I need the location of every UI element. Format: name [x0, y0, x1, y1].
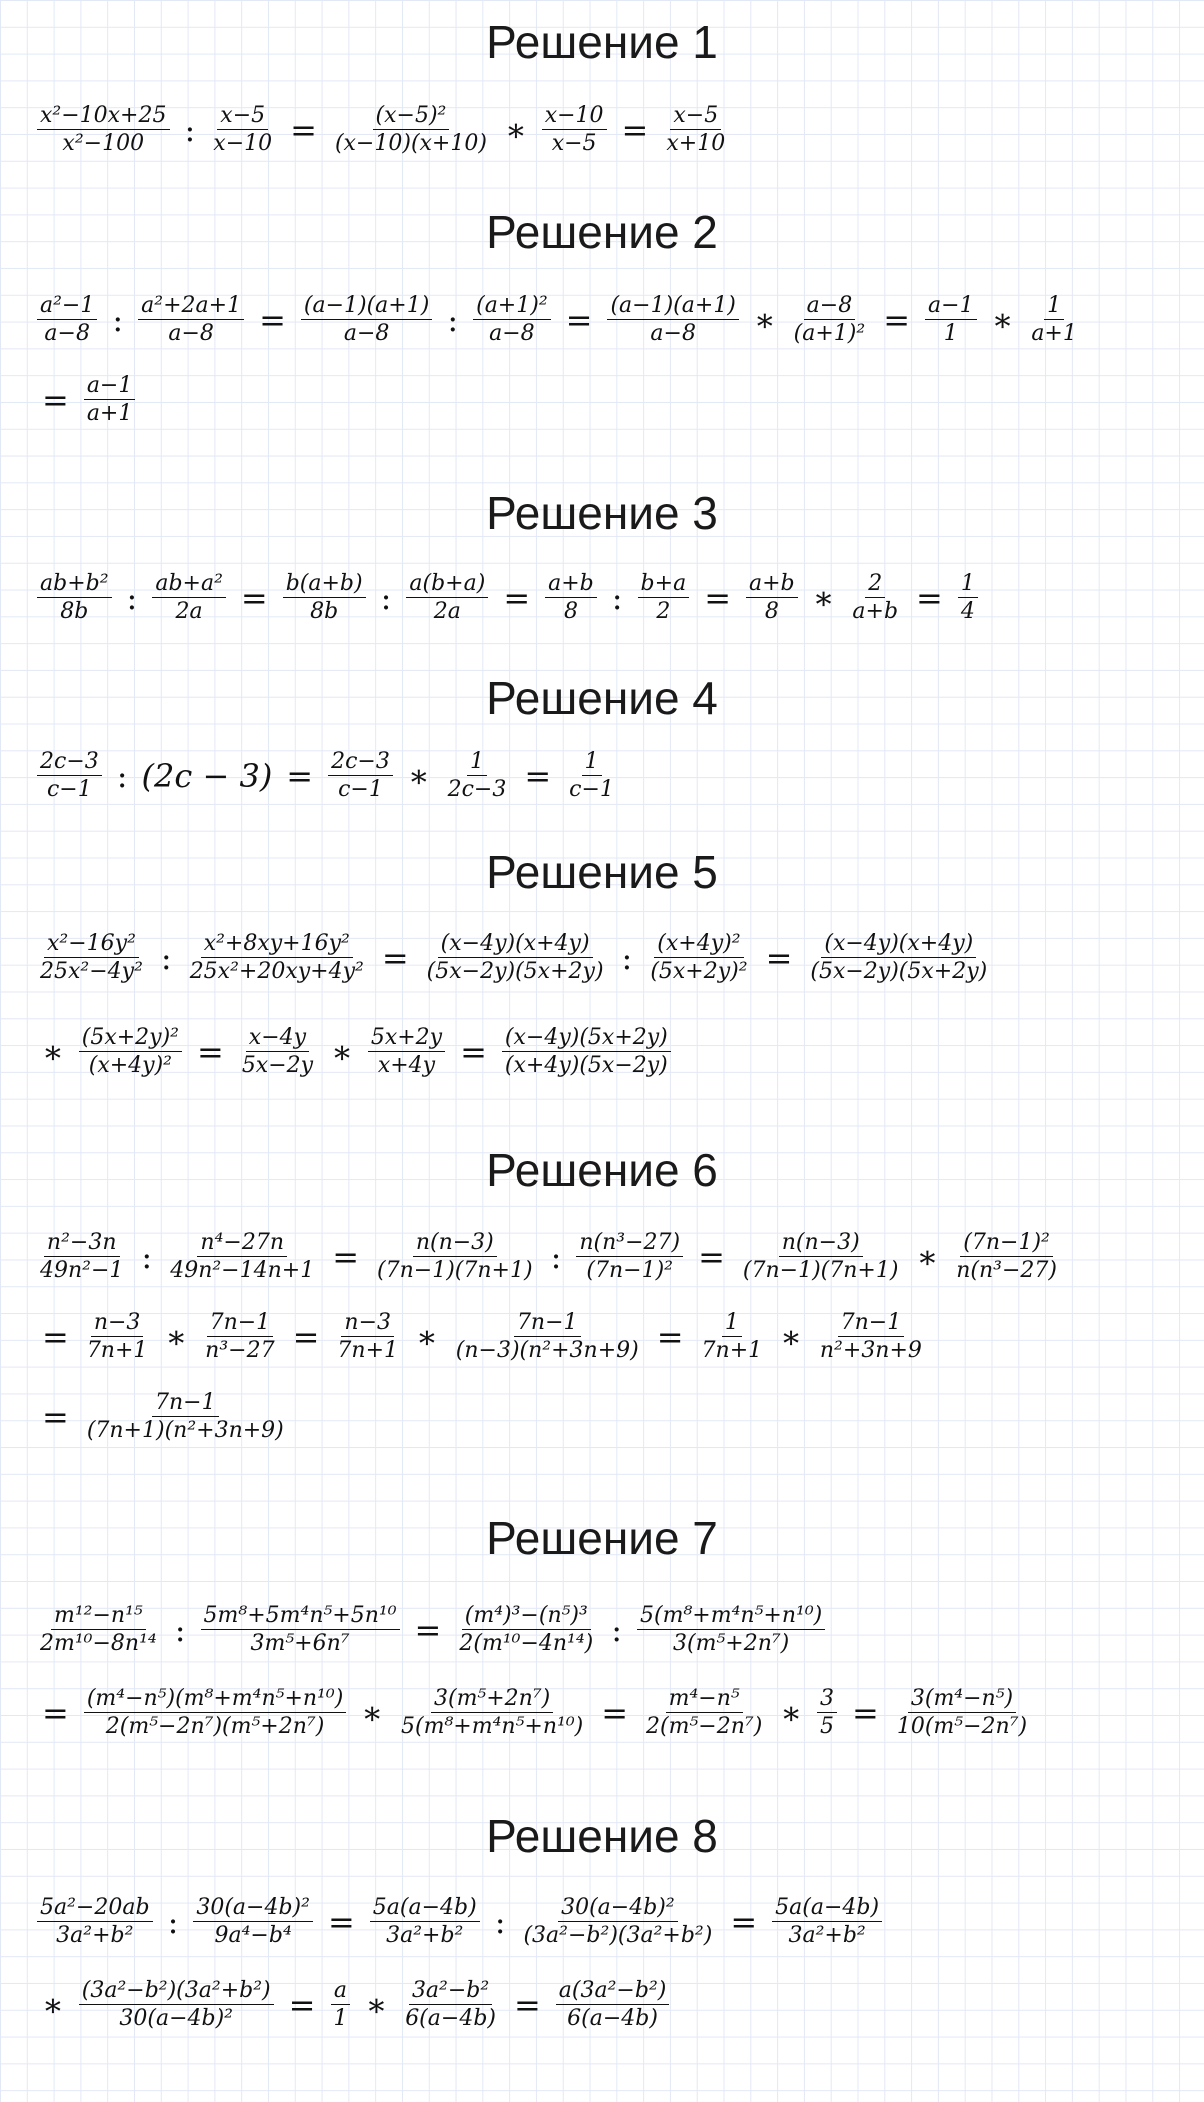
numerator: 2c−3 — [328, 748, 393, 776]
operator: = — [259, 300, 286, 339]
fraction — [576, 1229, 683, 1284]
numerator: a−8 — [804, 292, 856, 320]
fraction — [79, 1977, 274, 2032]
operator: = — [503, 578, 531, 617]
fraction — [607, 292, 738, 347]
denominator: 3m⁵+6n⁷ — [250, 1631, 350, 1656]
operator: : — [550, 1237, 562, 1276]
numerator: b(a+b) — [283, 570, 366, 598]
fraction — [138, 292, 244, 347]
equation-line — [32, 372, 140, 427]
numerator: (3a²−b²)(3a²+b²) — [79, 1977, 274, 2005]
fraction — [791, 292, 869, 347]
operator: = — [42, 380, 69, 419]
denominator: 7n+1 — [701, 1338, 763, 1363]
denominator: 8b — [310, 599, 339, 624]
operator: = — [852, 1693, 879, 1732]
fraction — [406, 570, 488, 625]
operator: ∗ — [416, 1317, 438, 1356]
numerator: m¹²−n¹⁵ — [51, 1602, 146, 1630]
denominator: 2(m¹⁰−4n¹⁴) — [459, 1631, 594, 1656]
fraction — [37, 930, 146, 985]
denominator: 3a²+b² — [56, 1923, 134, 1948]
denominator: 2a — [433, 599, 461, 624]
denominator: c−1 — [46, 777, 92, 802]
denominator: 2(m⁵−2n⁷) — [646, 1714, 763, 1739]
denominator: 25x²+20xy+4y² — [189, 959, 364, 984]
operator: ∗ — [331, 1032, 353, 1071]
fraction — [699, 1309, 766, 1364]
solution-heading: Решение 7 — [486, 1512, 718, 1564]
operator: = — [240, 578, 268, 617]
equation-line — [32, 1309, 930, 1364]
denominator: (x+4y)² — [88, 1053, 172, 1078]
numerator: 2c−3 — [37, 748, 102, 776]
fraction — [37, 292, 97, 347]
denominator: 2 — [656, 599, 671, 624]
fraction — [647, 930, 750, 985]
numerator: x−4y — [246, 1024, 309, 1052]
fraction — [456, 1602, 596, 1657]
fraction — [542, 102, 607, 157]
fraction — [925, 292, 977, 347]
operator: = — [565, 300, 593, 339]
operator: ∗ — [407, 756, 430, 795]
numerator: (x−4y)(5x+2y) — [502, 1024, 671, 1052]
denominator: a+1 — [1031, 321, 1077, 346]
numerator: a−1 — [84, 372, 136, 400]
operator: = — [621, 110, 649, 149]
operator: : — [611, 578, 623, 617]
operator: = — [327, 1902, 355, 1941]
fraction — [740, 1229, 902, 1284]
numerator: a−1 — [925, 292, 977, 320]
fraction — [643, 1685, 765, 1740]
solution-heading: Решение 5 — [486, 846, 718, 898]
operator: = — [513, 1985, 541, 2024]
numerator: (a−1)(a+1) — [607, 292, 738, 320]
denominator: (n−3)(n²+3n+9) — [455, 1338, 639, 1363]
equation-line — [32, 1685, 1035, 1740]
fraction — [424, 930, 607, 985]
denominator: a+b — [852, 599, 899, 624]
operator: = — [916, 578, 943, 617]
fraction — [807, 930, 990, 985]
numerator: a²+2a+1 — [138, 292, 244, 320]
denominator: 2c−3 — [447, 777, 507, 802]
numerator: (x−4y)(x+4y) — [438, 930, 593, 958]
numerator: n−3 — [341, 1309, 394, 1337]
denominator: 2m¹⁰−8n¹⁴ — [40, 1631, 157, 1656]
operator: : — [494, 1902, 506, 1941]
fraction — [37, 1602, 160, 1657]
operator: = — [42, 1693, 69, 1732]
numerator: (x−5)² — [373, 102, 450, 130]
denominator: a−8 — [44, 321, 90, 346]
operator: : — [184, 110, 196, 149]
fraction — [152, 570, 226, 625]
equation-line — [32, 1024, 676, 1079]
operator: : — [447, 300, 459, 339]
solution-heading: Решение 1 — [486, 16, 718, 68]
expression-text: (2c − 3) — [141, 756, 273, 795]
operator: ∗ — [991, 300, 1014, 339]
solution-heading: Решение 2 — [486, 206, 718, 258]
numerator: 5a(a−4b) — [370, 1894, 480, 1922]
operator: = — [656, 1317, 684, 1356]
operator: = — [286, 756, 314, 795]
numerator: x−10 — [542, 102, 607, 130]
numerator: n⁴−27n — [197, 1229, 287, 1257]
denominator: 1 — [943, 321, 958, 346]
denominator: 6(a−4b) — [567, 2006, 658, 2031]
numerator: a(3a²−b²) — [556, 1977, 670, 2005]
denominator: 3a²+b² — [788, 1923, 866, 1948]
equation-line — [32, 1894, 887, 1949]
denominator: x+10 — [666, 131, 726, 156]
fraction — [187, 930, 367, 985]
equation-line — [32, 102, 733, 157]
numerator: (7n−1)² — [960, 1229, 1053, 1257]
denominator: 30(a−4b)² — [119, 2006, 233, 2031]
fraction — [37, 570, 112, 625]
fraction — [368, 1024, 445, 1079]
operator: ∗ — [780, 1693, 803, 1732]
denominator: x²−100 — [62, 131, 145, 156]
numerator: (5x+2y)² — [79, 1024, 182, 1052]
denominator: 1 — [333, 2006, 348, 2031]
fraction — [301, 292, 432, 347]
operator: = — [197, 1032, 224, 1071]
numerator: 1 — [467, 748, 487, 776]
numerator: a+b — [545, 570, 597, 598]
numerator: 1 — [582, 748, 602, 776]
denominator: 6(a−4b) — [405, 2006, 496, 2031]
denominator: (3a²−b²)(3a²+b²) — [523, 1923, 713, 1948]
solution-heading: Решение 6 — [486, 1144, 718, 1196]
denominator: (x+4y)(5x−2y) — [504, 1053, 668, 1078]
operator: = — [765, 938, 793, 977]
fraction — [817, 1685, 837, 1740]
operator: = — [42, 1317, 69, 1356]
numerator: 5m⁸+5m⁴n⁵+5n¹⁰ — [201, 1602, 400, 1630]
numerator: 3(m⁴−n⁵) — [908, 1685, 1016, 1713]
numerator: (a−1)(a+1) — [301, 292, 432, 320]
fraction — [453, 1309, 642, 1364]
fraction — [201, 1602, 400, 1657]
operator: = — [524, 756, 552, 795]
fraction — [445, 748, 510, 803]
fraction — [79, 1024, 182, 1079]
denominator: 8 — [764, 599, 779, 624]
fraction — [473, 292, 551, 347]
fraction — [746, 570, 798, 625]
numerator: 5a²−20ab — [37, 1894, 153, 1922]
denominator: 5x−2y — [241, 1053, 314, 1078]
numerator: 1 — [958, 570, 978, 598]
numerator: x²−10x+25 — [37, 102, 170, 130]
operator: ∗ — [365, 1985, 388, 2024]
numerator: 1 — [1044, 292, 1064, 320]
denominator: 5(m⁸+m⁴n⁵+n¹⁰) — [401, 1714, 584, 1739]
numerator: b+a — [638, 570, 690, 598]
denominator: 9a⁴−b⁴ — [214, 1923, 292, 1948]
numerator: x²−16y² — [44, 930, 139, 958]
numerator: 1 — [722, 1309, 742, 1337]
denominator: (7n+1)(n²+3n+9) — [86, 1418, 284, 1443]
numerator: a — [331, 1977, 350, 2005]
operator: : — [141, 1237, 153, 1276]
numerator: n²−3n — [44, 1229, 120, 1257]
numerator: 7n−1 — [207, 1309, 274, 1337]
denominator: (5x−2y)(5x+2y) — [426, 959, 604, 984]
operator: ∗ — [780, 1317, 802, 1356]
numerator: (m⁴−n⁵)(m⁸+m⁴n⁵+n¹⁰) — [84, 1685, 346, 1713]
solution-heading: Решение 4 — [486, 672, 718, 724]
numerator: n(n−3) — [779, 1229, 863, 1257]
equation-line — [32, 1977, 674, 2032]
denominator: x−10 — [213, 131, 273, 156]
numerator: (a+1)² — [473, 292, 551, 320]
denominator: 49n²−1 — [40, 1258, 124, 1283]
denominator: (7n−1)(7n+1) — [742, 1258, 899, 1283]
denominator: 25x²−4y² — [40, 959, 143, 984]
fraction — [638, 570, 690, 625]
fraction — [239, 1024, 316, 1079]
fraction — [556, 1977, 670, 2032]
denominator: c−1 — [338, 777, 383, 802]
operator: ∗ — [165, 1317, 188, 1356]
operator: ∗ — [812, 578, 835, 617]
fraction — [37, 1229, 126, 1284]
denominator: a−8 — [343, 321, 390, 346]
numerator: 5(m⁸+m⁴n⁵+n¹⁰) — [637, 1602, 825, 1630]
operator: ∗ — [361, 1693, 384, 1732]
operator: : — [174, 1610, 186, 1649]
operator: = — [290, 110, 317, 149]
numerator: 7n−1 — [152, 1389, 219, 1417]
denominator: a+1 — [86, 401, 133, 426]
denominator: (7n−1)² — [586, 1258, 674, 1283]
fraction — [37, 748, 102, 803]
denominator: (a+1)² — [793, 321, 866, 346]
numerator: 3 — [817, 1685, 837, 1713]
numerator: 3a²−b² — [409, 1977, 492, 2005]
fraction — [202, 1309, 277, 1364]
denominator: 10(m⁵−2n⁷) — [896, 1714, 1028, 1739]
equation-line — [32, 1229, 1065, 1284]
numerator: (x−4y)(x+4y) — [821, 930, 976, 958]
numerator: 2 — [865, 570, 885, 598]
fraction — [772, 1894, 882, 1949]
fraction — [520, 1894, 715, 1949]
fraction — [84, 1309, 151, 1364]
numerator: n−3 — [91, 1309, 144, 1337]
equation-line — [32, 292, 1085, 347]
operator: : — [167, 1902, 179, 1941]
solution-heading: Решение 3 — [486, 487, 718, 539]
fraction — [663, 102, 728, 157]
numerator: ab+b² — [37, 570, 112, 598]
fraction — [953, 1229, 1060, 1284]
numerator: n(n³−27) — [576, 1229, 683, 1257]
operator: : — [126, 578, 138, 617]
fraction — [84, 372, 136, 427]
denominator: a−8 — [489, 321, 535, 346]
fraction — [37, 102, 170, 157]
operator: : — [380, 578, 392, 617]
numerator: 30(a−4b)² — [193, 1894, 313, 1922]
denominator: n²+3n+9 — [819, 1338, 922, 1363]
operator: = — [381, 938, 409, 977]
operator: = — [883, 300, 911, 339]
numerator: x−5 — [217, 102, 268, 130]
fraction — [817, 1309, 925, 1364]
fraction — [849, 570, 901, 625]
numerator: a+b — [746, 570, 798, 598]
numerator: a²−1 — [37, 292, 97, 320]
operator: = — [730, 1902, 758, 1941]
equation-line — [32, 570, 983, 625]
equation-line — [32, 1389, 292, 1444]
fraction — [193, 1894, 313, 1949]
numerator: x−5 — [670, 102, 721, 130]
fraction — [370, 1894, 480, 1949]
numerator: 5x+2y — [368, 1024, 445, 1052]
operator: : — [611, 1610, 623, 1649]
fraction — [332, 102, 490, 157]
solution-heading: Решение 8 — [486, 1810, 718, 1862]
numerator: x²+8xy+16y² — [201, 930, 353, 958]
operator: ∗ — [42, 1985, 64, 2024]
operator: : — [116, 756, 128, 795]
operator: = — [704, 578, 731, 617]
operator: : — [160, 938, 172, 977]
denominator: 2(m⁵−2n⁷)(m⁵+2n⁷) — [105, 1714, 325, 1739]
fraction — [330, 1977, 350, 2032]
denominator: 7n+1 — [86, 1338, 148, 1363]
fraction — [283, 570, 366, 625]
denominator: 8 — [563, 599, 578, 624]
equation-line — [32, 930, 995, 985]
fraction — [167, 1229, 317, 1284]
operator: = — [460, 1032, 487, 1071]
denominator: 7n+1 — [337, 1338, 399, 1363]
operator: : — [621, 938, 633, 977]
fraction — [894, 1685, 1030, 1740]
denominator: 8b — [60, 599, 89, 624]
fraction — [958, 570, 978, 625]
denominator: 49n²−14n+1 — [170, 1258, 315, 1283]
fraction — [37, 1894, 153, 1949]
numerator: ab+a² — [152, 570, 226, 598]
numerator: m⁴−n⁵ — [666, 1685, 743, 1713]
denominator: (5x+2y)² — [650, 959, 748, 984]
numerator: a(b+a) — [406, 570, 488, 598]
operator: ∗ — [753, 300, 776, 339]
operator: = — [601, 1693, 629, 1732]
operator: = — [414, 1610, 442, 1649]
fraction — [637, 1602, 825, 1657]
numerator: n(n−3) — [413, 1229, 497, 1257]
fraction — [502, 1024, 671, 1079]
denominator: 4 — [960, 599, 975, 624]
fraction — [210, 102, 275, 157]
denominator: 5 — [820, 1714, 835, 1739]
numerator: 3(m⁵+2n⁷) — [431, 1685, 553, 1713]
operator: = — [42, 1397, 69, 1436]
denominator: a−8 — [168, 321, 214, 346]
denominator: x−5 — [551, 131, 597, 156]
fraction — [402, 1977, 499, 2032]
operator: ∗ — [916, 1237, 939, 1276]
operator: = — [698, 1237, 725, 1276]
fraction — [398, 1685, 586, 1740]
numerator: 5a(a−4b) — [772, 1894, 882, 1922]
denominator: (5x−2y)(5x+2y) — [810, 959, 988, 984]
denominator: (7n−1)(7n+1) — [377, 1258, 533, 1283]
fraction — [374, 1229, 536, 1284]
numerator: (x+4y)² — [654, 930, 743, 958]
fraction — [84, 1389, 287, 1444]
numerator: 7n−1 — [838, 1309, 905, 1337]
fraction — [1028, 292, 1080, 347]
equation-line — [32, 748, 622, 803]
operator: = — [288, 1985, 316, 2024]
numerator: 30(a−4b)² — [558, 1894, 678, 1922]
fraction — [334, 1309, 401, 1364]
fraction — [84, 1685, 346, 1740]
denominator: a−8 — [650, 321, 696, 346]
denominator: (x−10)(x+10) — [334, 131, 487, 156]
denominator: 3a²+b² — [386, 1923, 464, 1948]
operator: = — [292, 1317, 320, 1356]
numerator: 7n−1 — [514, 1309, 581, 1337]
fraction — [328, 748, 393, 803]
denominator: x+4y — [377, 1053, 436, 1078]
denominator: 3(m⁵+2n⁷) — [673, 1631, 790, 1656]
operator: = — [332, 1237, 360, 1276]
numerator: (m⁴)³−(n⁵)³ — [462, 1602, 591, 1630]
operator: ∗ — [42, 1032, 64, 1071]
denominator: c−1 — [569, 777, 614, 802]
denominator: n³−27 — [205, 1338, 275, 1363]
denominator: 2a — [175, 599, 203, 624]
equation-line — [32, 1602, 830, 1657]
operator: : — [112, 300, 124, 339]
fraction — [566, 748, 617, 803]
denominator: n(n³−27) — [956, 1258, 1057, 1283]
fraction — [545, 570, 597, 625]
operator: ∗ — [504, 110, 527, 149]
